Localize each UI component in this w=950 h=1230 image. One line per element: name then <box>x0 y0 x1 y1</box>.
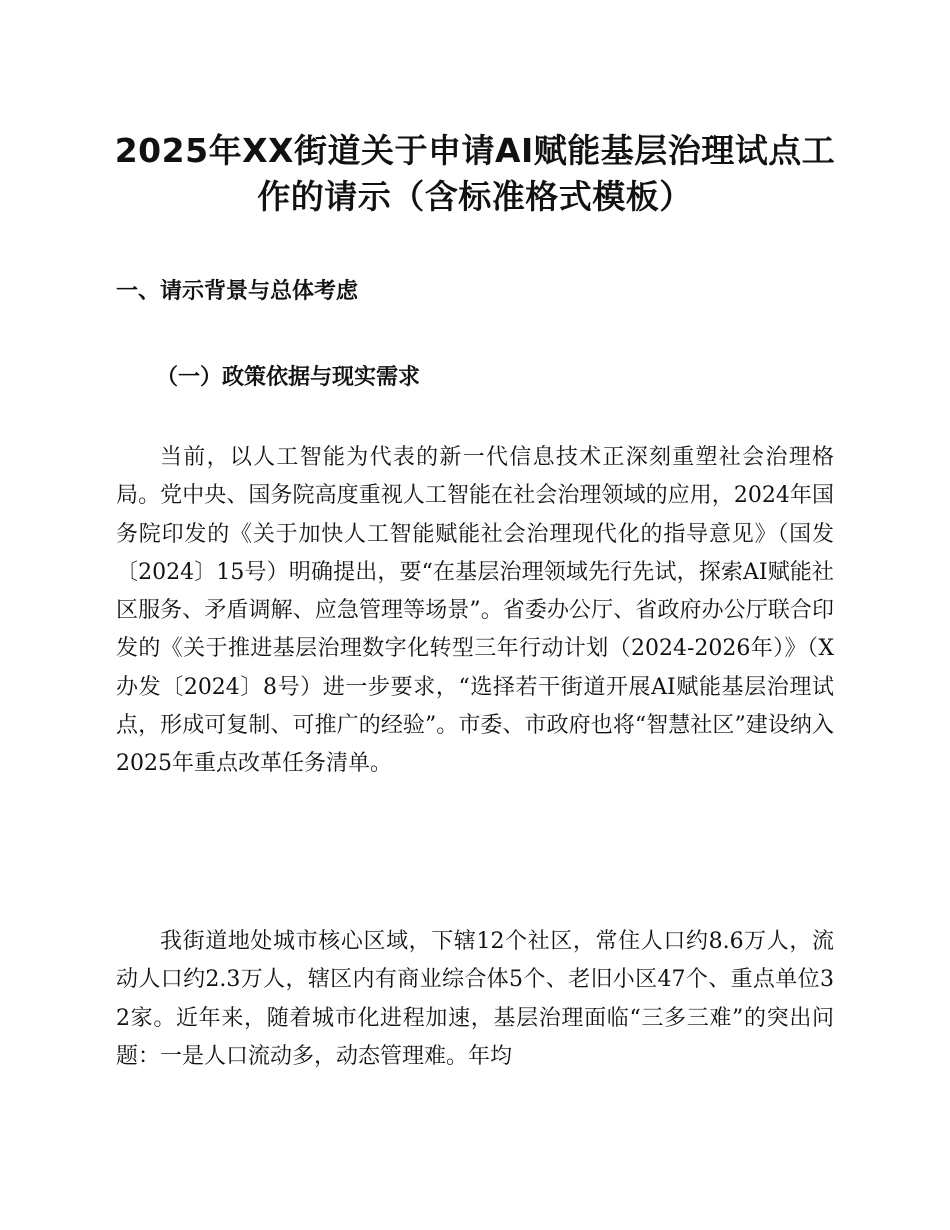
document-title: 2025年XX街道关于申请AI赋能基层治理试点工作的请示（含标准格式模板） <box>114 131 836 216</box>
subsection-heading: （一）政策依据与现实需求 <box>156 364 421 390</box>
body-paragraph: 我街道地处城市核心区域，下辖12个社区，常住人口约8.6万人，流动人口约2.3万人，辖区内有商业综合体5个、老旧小区47个、重点单位32家。近年来，随着城市化进程加速，基层治理面临“三多三难”的突出问题：一是人口流动多，动态管理难。年均 <box>116 929 834 1069</box>
section-heading: 一、请示背景与总体考虑 <box>116 279 359 304</box>
body-paragraph: 当前，以人工智能为代表的新一代信息技术正深刻重塑社会治理格局。党中央、国务院高度重视人工智能在社会治理领域的应用，2024年国务院印发的《关于加快人工智能赋能社会治理现代化的指导意见》（国发〔2024〕15号）明确提出，要“在基层治理领域先行先试，探索AI赋能社区服务、矛盾调解、应急管理等场景”。省委办公厅、省政府办公厅联合印发的《关于推进基层治理数字化转型三年行动计划（2024-2026年）》（X办发〔2024〕8号）进一步要求，“选择若干街道开展AI赋能基层治理试点，形成可复制、可推广的经验”。市委、市政府也将“智慧社区”建设纳入2025年重点改革任务清单。 <box>116 445 834 777</box>
